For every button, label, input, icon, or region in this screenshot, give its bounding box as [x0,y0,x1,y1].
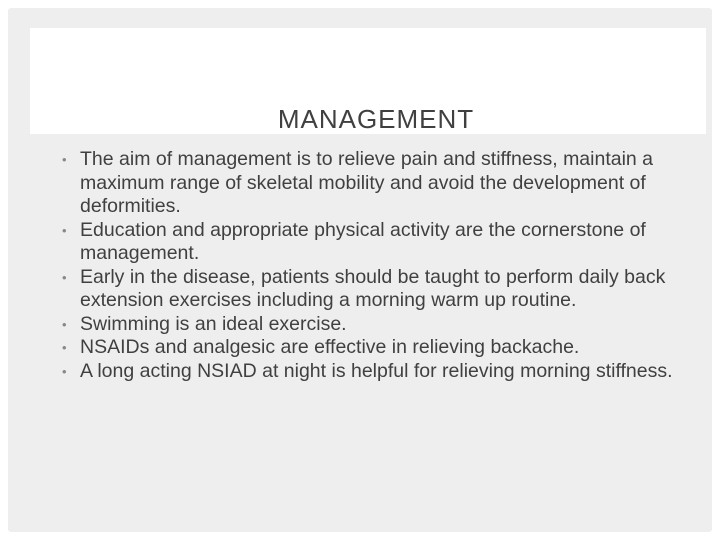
bullet-item [60,360,700,384]
bullet-item [60,148,700,219]
bullet-icon: • [62,269,67,285]
slide [8,8,712,532]
bullet-icon: • [62,152,67,167]
bullet-item [60,266,700,313]
bullet-list [60,148,700,383]
bullet-text: The aim of management is to relieve pain and stiffness, maintain a maximum range of skeletal mobility and avoid the development of deformities. [80,148,654,217]
bullet-text: Education and appropriate physical activity are the cornerstone of management. [80,218,646,264]
slide-title: MANAGEMENT [277,104,475,134]
bullet-icon: • [62,316,67,332]
bullet-icon: • [62,222,67,238]
bullet-item [60,313,700,337]
bullet-text: Early in the disease, patients should be taught to perform daily back extension exercises including a morning warm up routine. [80,265,666,311]
bullet-text: Swimming is an ideal exercise. [80,312,347,335]
bullet-icon: • [62,340,67,355]
bullet-item [60,219,700,266]
bullet-icon: • [62,363,67,379]
title-box [30,28,706,134]
bullet-item [60,336,700,360]
bullet-text: A long acting NSIAD at night is helpful for relieving morning stiffness. [80,359,673,382]
bullet-text: NSAIDs and analgesic are effective in relieving backache. [80,336,580,358]
